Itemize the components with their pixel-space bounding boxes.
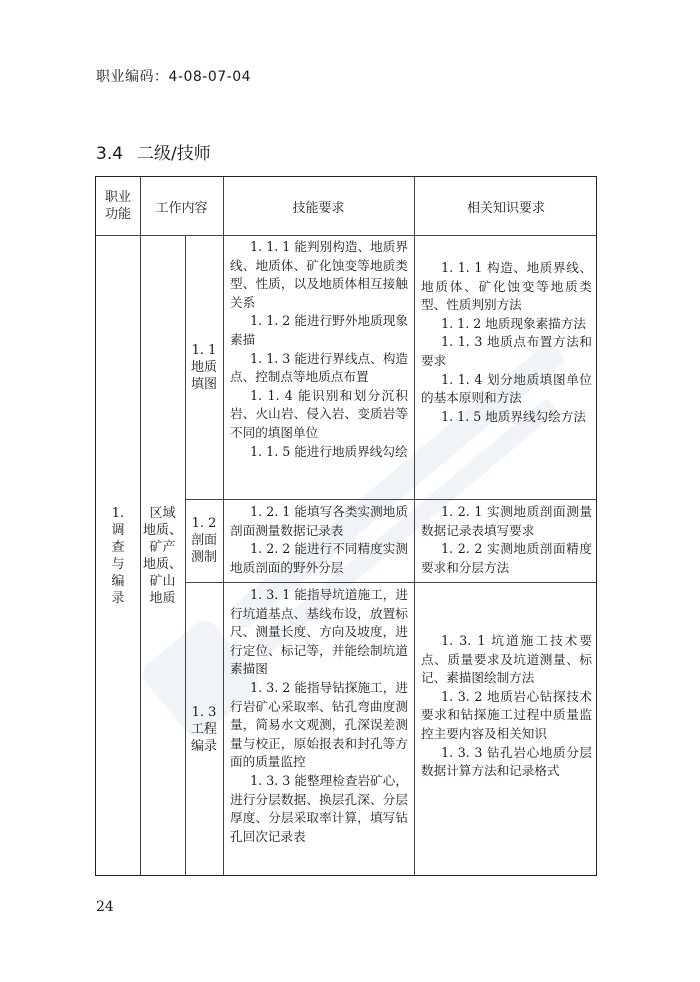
section-title-text: 二级/技师: [137, 144, 211, 164]
content-cell-1-3: 1. 3 工程 编录: [190, 705, 217, 754]
skills-cell-1-2: 1. 2. 1 能填写各类实测地质剖面测量数据记录表 1. 2. 2 能进行不同精度实测地质剖面的野外分层: [230, 504, 408, 575]
skills-table: [95, 176, 597, 876]
col-divider: [414, 177, 415, 875]
occupation-code: 职业编码：4-08-07-04: [96, 69, 252, 85]
area-cell: 区域 地质、 矿产 地质、 矿山 地质: [142, 506, 182, 606]
col-divider: [223, 177, 224, 875]
knowledge-cell-1-3: 1. 3. 1 坑道施工技术要点、质量要求及坑道测量、标记、素描图绘制方法 1. 3. 2 地质岩心钻探技术要求和钻探施工过程中质量监控主要内容及相关知识 1. 3. 3 钻孔岩心地质分层数据计算方法和记录格式: [421, 633, 592, 779]
page-number: 24: [96, 899, 114, 915]
knowledge-cell-1-2: 1. 2. 1 实测地质剖面测量数据记录表填写要求 1. 2. 2 实测地质剖面精度要求和分层方法: [421, 504, 592, 575]
content-cell-1-2: 1. 2 剖面 测制: [190, 516, 217, 565]
function-cell: 1. 调 查 与 编 录: [111, 506, 125, 606]
header-skills: 技能要求: [292, 200, 345, 216]
section-heading: [96, 139, 211, 164]
skills-cell-1-3: 1. 3. 1 能指导坑道施工，进行坑道基点、基线布设，放置标尺、测量长度、方向及坡度，进行定位、标记等，并能绘制坑道素描图 1. 3. 2 能指导钻探施工，进行岩矿心采取率、钻孔弯曲度测量，简易水文观测，孔深误差测量与校正，原始报表和封孔等方面的质量监控 1. 3. 3 能整理检查岩矿心，进行分层数据、换层孔深、分层厚度、分层采取率计算，填写钻孔回次记录表: [230, 587, 408, 844]
header-function: 职业 功能: [104, 190, 131, 222]
header-knowledge: 相关知识要求: [466, 200, 545, 216]
row-divider: [185, 499, 596, 500]
content-cell-1-1: 1. 1 地质 填图: [190, 342, 217, 392]
knowledge-cell-1-1: 1. 1. 1 构造、地质界线、地质体、矿化蚀变等地质类型、性质判别方法 1. 1. 2 地质现象素描方法 1. 1. 3 地质点布置方法和要求 1. 1. 4 划分地质填图单位的基本原则和方法 1. 1. 5 地质界线勾绘方法: [421, 260, 592, 424]
header-work-content: 工作内容: [155, 200, 208, 216]
row-divider: [185, 582, 596, 583]
section-number: 3.4: [96, 144, 124, 164]
skills-cell-1-1: 1. 1. 1 能判别构造、地质界线、地质体、矿化蚀变等地质类型、性质，以及地质体相互接触关系 1. 1. 2 能进行野外地质现象素描 1. 1. 3 能进行界线点、构造点、控制点等地质点布置 1. 1. 4 能识别和划分沉积岩、火山岩、侵入岩、变质岩等不同的填图单位 1. 1. 5 能进行地质界线勾绘: [230, 239, 408, 459]
